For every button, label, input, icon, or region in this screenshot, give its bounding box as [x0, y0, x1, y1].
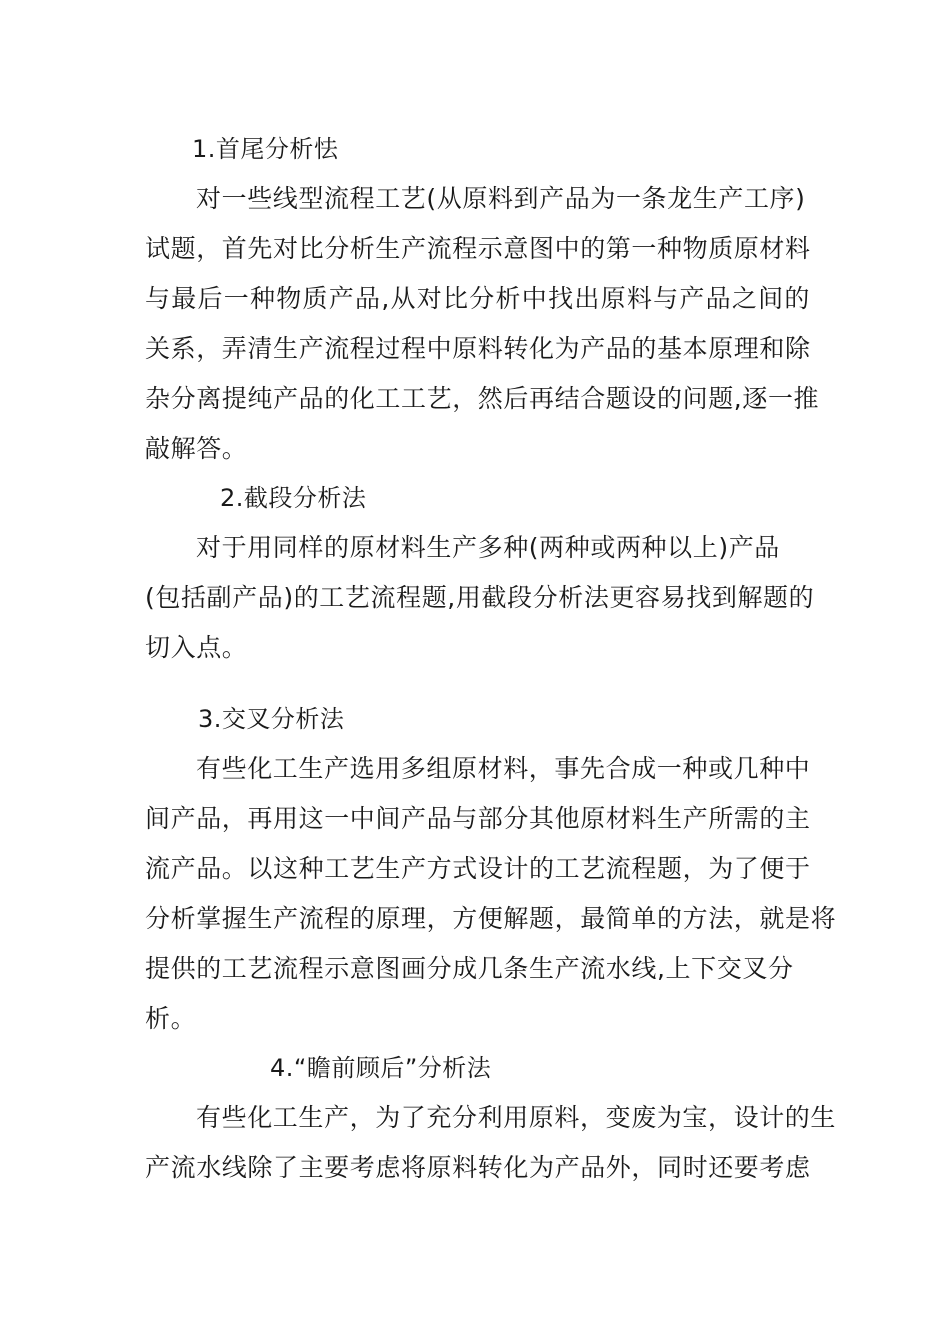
section-1-line-1: 对一些线型流程工艺(从原料到产品为一条龙生产工序) [196, 184, 806, 213]
section-3-line-2: 间产品，再用这一中间产品与部分其他原材料生产所需的主 [145, 804, 811, 833]
section-2-line-2: (包括副产品)的工艺流程题,用截段分析法更容易找到解题的 [145, 583, 815, 612]
section-2-line-3: 切入点。 [145, 633, 248, 662]
section-1-line-2: 试题，首先对比分析生产流程示意图中的第一种物质原材料 [145, 234, 811, 263]
section-1-line-5: 杂分离提纯产品的化工工艺，然后再结合题设的问题,逐一推 [145, 384, 820, 413]
section-3-line-4: 分析掌握生产流程的原理，方便解题，最简单的方法，就是将 [145, 904, 837, 933]
section-3-heading: 3.交叉分析法 [198, 705, 345, 733]
section-4-line-2: 产流水线除了主要考虑将原料转化为产品外，同时还要考虑 [145, 1153, 811, 1182]
section-2-heading: 2.截段分析法 [220, 484, 367, 512]
section-4-line-1: 有些化工生产，为了充分利用原料，变废为宝，设计的生 [196, 1103, 837, 1132]
section-1-heading: 1.首尾分析怯 [192, 135, 339, 163]
section-1-line-3: 与最后一种物质产品,从对比分析中找出原料与产品之间的 [145, 284, 810, 313]
section-3-line-5: 提供的工艺流程示意图画分成几条生产流水线,上下交叉分 [145, 954, 794, 983]
section-3-line-3: 流产品。以这种工艺生产方式设计的工艺流程题，为了便于 [145, 854, 811, 883]
section-3-line-1: 有些化工生产选用多组原材料，事先合成一种或几种中 [196, 754, 811, 783]
section-3-line-6: 析。 [145, 1004, 197, 1033]
section-1-line-6: 敲解答。 [145, 434, 248, 463]
section-2-line-1: 对于用同样的原材料生产多种(两种或两种以上)产品 [196, 533, 780, 562]
section-1-line-4: 关系，弄清生产流程过程中原料转化为产品的基本原理和除 [145, 334, 811, 363]
section-4-heading: 4.“瞻前顾后”分析法 [270, 1054, 492, 1082]
